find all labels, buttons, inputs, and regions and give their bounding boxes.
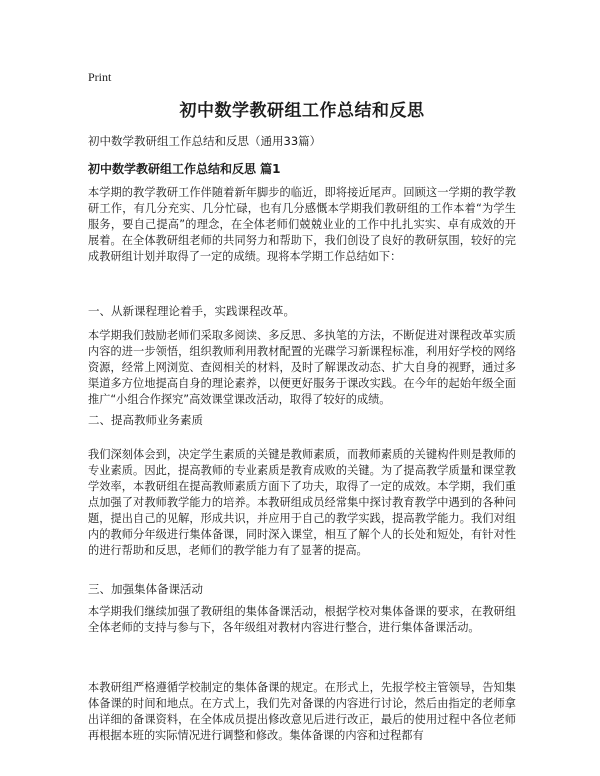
heading-3: 三、加强集体备课活动 [88, 582, 203, 596]
section-title: 初中数学教研组工作总结和反思 篇1 [88, 162, 281, 176]
heading-1: 一、从新课程理论着手，实践课程改革。 [88, 304, 295, 318]
document-title: 初中数学教研组工作总结和反思 [179, 101, 425, 121]
heading-2: 二、提高教师业务素质 [88, 413, 203, 427]
paragraph-2: 我们深刻体会到，决定学生素质的关键是教师素质，而教师素质的关键构件则是教师的专业素质。因此，提高教师的专业素质是教育成败的关键。为了提高教学质量和课堂教学效率，本教研组在提高教师素质方面下了功夫，取得了一定的成效。本学期，我们重点加强了对教师教学能力的培养。本教研组成员经常集中探讨教育教学中遇到的各种问题，提出自己的见解，形成共识，并应用于自己的教学实践，提高教学能力。我们对组内的教师分年级进行集体备课，同时深入课堂，相互了解个人的长处和短处，有针对性的进行帮助和反思，老师们的教学能力有了显著的提高。 [88, 448, 516, 557]
print-link[interactable]: Print [88, 70, 112, 84]
paragraph-1: 本学期我们鼓励老师们采取多阅读、多反思、多执笔的方法，不断促进对课程改革实质内容的进一步领悟，组织教师利用教材配置的光碟学习新课程标准，利用好学校的网络资源，经常上网浏览、查阅相关的材料，及时了解课改动态、扩大自身的视野，通过多渠道多方位地提高自身的理论素养，以便更好服务于课改实践。在今年的起始年级全面推广“小组合作探究”高效课堂课改活动，取得了较好的成绩。 [88, 329, 516, 406]
document-subtitle: 初中数学教研组工作总结和反思（通用33篇） [88, 134, 322, 148]
paragraph-4: 本教研组严格遵循学校制定的集体备课的规定。在形式上，先报学校主管领导，告知集体备课的时间和地点。在方式上，我们先对备课的内容进行讨论，然后由指定的老师拿出详细的备课资料，在全体成员提出修改意见后进行改正，最后的使用过程中各位老师再根据本班的实际情况进行调整和修改。集体备课的内容和过程都有 [88, 681, 516, 742]
paragraph-3: 本学期我们继续加强了教研组的集体备课活动，根据学校对集体备课的要求，在教研组全体老师的支持与参与下，各年级组对教材内容进行整合，进行集体备课活动。 [88, 605, 516, 634]
intro-paragraph: 本学期的教学教研工作伴随着新年脚步的临近，即将接近尾声。回顾这一学期的教学教研工作，有几分充实、几分忙碌，也有几分感慨本学期我们教研组的工作本着“为学生服务，要自己提高”的理念，在全体老师们兢兢业业的工作中扎扎实实、卓有成效的开展着。在全体教研组老师的共同努力和帮助下，我们创设了良好的教研氛围，较好的完成教研组计划并取得了一定的成绩。现将本学期工作总结如下： [88, 186, 516, 263]
